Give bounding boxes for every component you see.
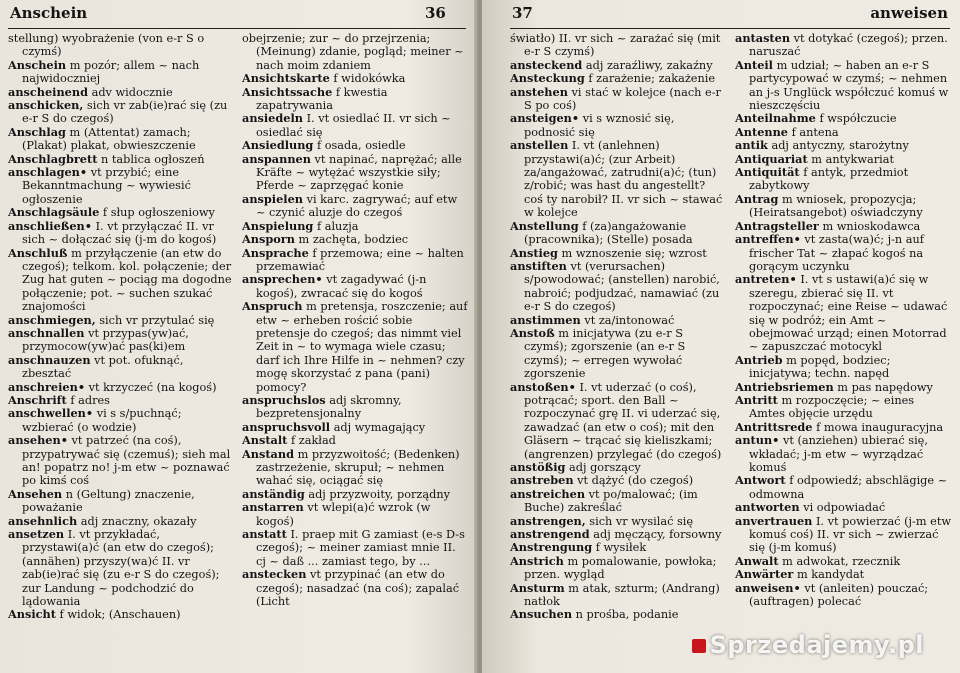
left-page-number: 36 bbox=[425, 4, 446, 22]
dictionary-entry bbox=[242, 421, 468, 434]
entry-headword: Antritt bbox=[735, 392, 778, 407]
dictionary-entry bbox=[8, 59, 234, 86]
entry-definition: vt po/malować; (im Buche) zakreślać bbox=[524, 487, 698, 515]
dictionary-entry bbox=[735, 220, 952, 233]
entry-headword: anspruchsvoll bbox=[242, 419, 331, 434]
entry-definition: I. vt przyłączać II. vr sich ~ dołączać się (j-m do kogoś) bbox=[22, 219, 217, 247]
dictionary-entry bbox=[242, 273, 468, 300]
dictionary-entry bbox=[242, 32, 468, 72]
entry-definition: m pozór; allem ~ nach najwidoczniej bbox=[22, 58, 200, 86]
entry-headword: Antriebsriemen bbox=[735, 379, 834, 394]
dictionary-entry bbox=[242, 193, 468, 220]
dictionary-entry bbox=[510, 541, 727, 554]
entry-definition: adj antyczny, starożytny bbox=[771, 139, 909, 153]
entry-definition: f widok; (Anschauen) bbox=[59, 608, 181, 622]
entry-definition: m zachęta, bodziec bbox=[298, 233, 409, 247]
entry-definition: adj skromny, bezpretensjonalny bbox=[256, 393, 402, 421]
entry-definition: m wnioskodawca bbox=[822, 219, 921, 233]
entry-definition: f antena bbox=[791, 125, 839, 139]
entry-headword: Anwärter bbox=[735, 567, 794, 582]
dictionary-entry bbox=[8, 166, 234, 206]
entry-definition: f wysiłek bbox=[595, 541, 647, 555]
right-running-head: anweisen bbox=[870, 4, 948, 22]
dictionary-entry bbox=[510, 260, 727, 314]
dictionary-entry bbox=[735, 193, 952, 220]
entry-headword: Ansichtssache bbox=[242, 84, 333, 99]
dictionary-entry bbox=[735, 139, 952, 152]
left-columns bbox=[8, 32, 468, 673]
right-page bbox=[482, 0, 960, 673]
entry-definition: m adwokat, rzecznik bbox=[782, 554, 901, 568]
entry-definition: I. praep mit G zamiast (e-s D-s czegoś); ~ meiner zamiast mnie II. cj ~ daß ... zamiast tego, by ... bbox=[256, 528, 465, 568]
dictionary-entry bbox=[735, 501, 952, 514]
entry-headword: antreten• bbox=[735, 272, 797, 287]
dictionary-entry bbox=[242, 153, 468, 193]
entry-definition: m pretensja, roszczenie; auf etw ~ erheben rościć sobie pretensje do czegoś; das nimmt viel Zeit in ~ to wymaga wiele czasu; darf ich Ihre Hilfe in ~ nehmen? czy mogę skorzystać z pana (pani) pomocy? bbox=[256, 300, 468, 394]
entry-definition: vt przypas(yw)ać, przymocow(yw)ać pas(ki)em bbox=[22, 326, 189, 354]
entry-definition: I. vt uderzać (o coś), potrącać; sport. den Ball ~ rozpoczynać grę II. vi uderzać się, zawadzać (an etw o coś); mit den Gläsern ~ trącać się kieliszkami; (angrenzen) przylegać (do czegoś) bbox=[524, 380, 722, 461]
entry-definition: vi odpowiadać bbox=[803, 501, 886, 515]
entry-headword: Ansprache bbox=[242, 245, 309, 260]
entry-headword: Anspruch bbox=[242, 299, 303, 314]
dictionary-entry bbox=[8, 407, 234, 434]
dictionary-entry bbox=[8, 86, 234, 99]
entry-definition: m kandydat bbox=[796, 568, 865, 582]
entry-definition: sich vr przytulać się bbox=[99, 313, 215, 327]
entry-headword: antik bbox=[735, 138, 768, 153]
entry-headword: anstecken bbox=[242, 567, 307, 582]
dictionary-entry bbox=[510, 474, 727, 487]
dictionary-entry bbox=[510, 86, 727, 113]
entry-definition: I. vt przykładać, przystawi(a)ć (an etw do czegoś); (annähen) przyszy(wa)ć II. vr zab(ie)rać się (zu e-r S do czegoś); zur Landung ~ podchodzić do lądowania bbox=[22, 528, 220, 609]
dictionary-entry bbox=[735, 126, 952, 139]
entry-headword: antasten bbox=[735, 32, 791, 45]
entry-definition: I. vt (anlehnen) przystawi(a)ć; (zur Arbeit) za/angażować, zatrudni(a)ć; (tun) z/robić; was hast du angestellt? coś ty narobił? II. vr sich ~ stawać w kolejce bbox=[524, 139, 723, 220]
right-columns bbox=[510, 32, 952, 673]
dictionary-entry bbox=[8, 434, 234, 488]
dictionary-entry bbox=[242, 568, 468, 608]
dictionary-entry bbox=[735, 153, 952, 166]
entry-headword: anstoßen• bbox=[510, 379, 576, 394]
entry-definition: m rozpoczęcie; ~ eines Amtes objęcie urzędu bbox=[749, 393, 915, 421]
dictionary-entry bbox=[735, 354, 952, 381]
dictionary-entry bbox=[242, 112, 468, 139]
entry-definition: f słup ogłoszeniowy bbox=[102, 206, 215, 220]
dictionary-entry bbox=[735, 381, 952, 394]
dictionary-entry bbox=[735, 166, 952, 193]
dictionary-entry bbox=[510, 32, 727, 59]
entry-headword: anstreichen bbox=[510, 486, 586, 501]
entry-headword: Anschein bbox=[8, 57, 67, 72]
entry-definition: światło) II. vr sich ~ zarażać się (mit e-r S czymś) bbox=[510, 32, 721, 59]
dictionary-entry bbox=[510, 515, 727, 528]
entry-definition: sich vr zab(ie)rać się (zu e-r S do czegoś) bbox=[22, 99, 228, 126]
dictionary-entry bbox=[510, 381, 727, 461]
entry-headword: anvertrauen bbox=[735, 513, 813, 528]
watermark bbox=[692, 631, 924, 659]
entry-definition: adj zaraźliwy, zakaźny bbox=[585, 58, 713, 72]
entry-headword: Antrittsrede bbox=[735, 419, 813, 434]
entry-definition: adj znaczny, okazały bbox=[80, 514, 197, 528]
entry-definition: m (Attentat) zamach; (Plakat) plakat, obwieszczenie bbox=[22, 125, 196, 153]
dictionary-entry bbox=[8, 247, 234, 314]
entry-headword: Antiquariat bbox=[735, 151, 808, 166]
entry-definition: n prośba, podanie bbox=[575, 608, 679, 622]
entry-headword: anschmiegen, bbox=[8, 312, 96, 327]
dictionary-entry bbox=[735, 434, 952, 474]
dictionary-entry bbox=[242, 528, 468, 568]
entry-definition: m przyzwoitość; (Bedenken) zastrzeżenie, skrupuł; ~ nehmen wahać się, ociągać się bbox=[256, 447, 460, 488]
entry-definition: vt przybić; eine Bekanntmachung ~ wywiesić ogłoszenie bbox=[22, 166, 191, 206]
right-column-2 bbox=[735, 32, 952, 673]
entry-definition: f zarażenie; zakażenie bbox=[588, 72, 716, 86]
entry-headword: Antrag bbox=[735, 191, 779, 206]
entry-headword: antun• bbox=[735, 433, 780, 448]
entry-definition: f kwestia zapatrywania bbox=[256, 85, 388, 113]
entry-headword: anschnallen bbox=[8, 325, 85, 340]
entry-definition: stellung) wyobrażenie (von e-r S o czymś) bbox=[8, 32, 205, 59]
entry-headword: Anschlag bbox=[8, 124, 66, 139]
entry-headword: Anschlagsäule bbox=[8, 205, 100, 220]
entry-headword: anstrengen, bbox=[510, 513, 586, 528]
entry-definition: f przemowa; eine ~ halten przemawiać bbox=[256, 246, 464, 273]
dictionary-entry bbox=[735, 59, 952, 113]
dictionary-entry bbox=[242, 394, 468, 421]
entry-headword: Ansichtskarte bbox=[242, 71, 330, 86]
entry-headword: Anteil bbox=[735, 57, 773, 72]
dictionary-entry bbox=[510, 327, 727, 381]
entry-definition: f osada, osiedle bbox=[316, 139, 406, 153]
entry-headword: Anschluß bbox=[8, 245, 68, 260]
left-page bbox=[0, 0, 478, 673]
dictionary-entry bbox=[242, 233, 468, 246]
entry-headword: Anspielung bbox=[242, 218, 314, 233]
entry-headword: Antrieb bbox=[735, 352, 783, 367]
dictionary-entry bbox=[8, 206, 234, 219]
entry-definition: vi s s/puchnąć; wzbierać (o wodzie) bbox=[22, 407, 182, 434]
entry-headword: anschnauzen bbox=[8, 352, 91, 367]
entry-headword: antreffen• bbox=[735, 232, 801, 247]
entry-definition: n (Geltung) znaczenie, poważanie bbox=[22, 487, 195, 515]
dictionary-entry bbox=[242, 72, 468, 85]
entry-headword: Ansturm bbox=[510, 580, 565, 595]
entry-headword: ansetzen bbox=[8, 527, 65, 542]
entry-definition: vt dążyć (do czegoś) bbox=[577, 474, 694, 488]
entry-headword: anschließen• bbox=[8, 218, 92, 233]
entry-definition: f adres bbox=[70, 393, 110, 407]
entry-definition: f (za)angażowanie (pracownika); (Stelle) posada bbox=[524, 219, 693, 247]
dictionary-entry bbox=[510, 220, 727, 247]
entry-headword: ansprechen• bbox=[242, 272, 323, 287]
left-column-1 bbox=[8, 32, 234, 673]
entry-definition: adj gorszący bbox=[569, 461, 641, 474]
entry-headword: anschwellen• bbox=[8, 406, 94, 421]
dictionary-entry bbox=[242, 139, 468, 152]
left-running-head: Anschein bbox=[10, 4, 88, 22]
entry-headword: Ansporn bbox=[242, 232, 295, 247]
entry-definition: vt (anziehen) ubierać się, wkładać; j-m etw ~ wyrządzać komuś bbox=[749, 434, 928, 474]
dictionary-entry bbox=[8, 515, 234, 528]
entry-definition: vt krzyczeć (na kogoś) bbox=[88, 380, 217, 394]
entry-headword: Anstrich bbox=[510, 553, 564, 568]
entry-definition: vi karc. zagrywać; auf etw ~ czynić aluzje do czegoś bbox=[256, 192, 458, 220]
dictionary-entry bbox=[242, 300, 468, 394]
entry-headword: Anstieg bbox=[510, 245, 558, 260]
entry-definition: sich vr wysilać się bbox=[589, 514, 694, 528]
entry-headword: anstößig bbox=[510, 460, 566, 474]
dictionary-entry bbox=[8, 99, 234, 126]
entry-headword: Anstand bbox=[242, 446, 294, 461]
entry-headword: anstehen bbox=[510, 84, 568, 99]
entry-definition: vt za/intonować bbox=[584, 313, 675, 327]
dictionary-entry bbox=[242, 501, 468, 528]
entry-headword: Ansuchen bbox=[510, 607, 573, 622]
dictionary-entry bbox=[242, 220, 468, 233]
entry-headword: anschlagen• bbox=[8, 165, 88, 180]
entry-headword: anscheinend bbox=[8, 84, 88, 99]
entry-definition: adj wymagający bbox=[333, 420, 426, 434]
dictionary-entry bbox=[8, 528, 234, 608]
entry-definition: I. vt osiedlać II. vr sich ~ osiedlać się bbox=[256, 112, 451, 139]
entry-headword: ansiedeln bbox=[242, 111, 303, 126]
dictionary-entry bbox=[510, 608, 727, 621]
dictionary-entry bbox=[735, 515, 952, 555]
dictionary-entry bbox=[242, 434, 468, 447]
entry-headword: anweisen• bbox=[735, 580, 801, 595]
dictionary-entry bbox=[8, 314, 234, 327]
dictionary-entry bbox=[510, 528, 727, 541]
entry-headword: Anteilnahme bbox=[735, 111, 816, 126]
entry-definition: m przyłączenie (an etw do czegoś); telkom. kol. połączenie; der Zug hat guten ~ pociąg ma dogodne połączenie; pot. ~ suchen szukać znajomości bbox=[22, 246, 232, 314]
left-header-rule bbox=[8, 28, 466, 29]
entry-headword: Anstrengung bbox=[510, 540, 593, 555]
entry-definition: I. vt s ustawi(a)ć się w szeregu, zbierać się II. vt rozpoczynać; eine Reise ~ udawać się w podróż; ein Amt ~ obejmować urząd; einen Motorrad ~ zapuszczać motocykl bbox=[749, 273, 948, 354]
right-column-1 bbox=[510, 32, 727, 673]
left-column-2 bbox=[242, 32, 468, 673]
dictionary-entry bbox=[242, 488, 468, 501]
entry-definition: f odpowiedź; abschlägige ~ odmowna bbox=[749, 474, 948, 501]
entry-headword: anständig bbox=[242, 486, 305, 501]
dictionary-entry bbox=[510, 314, 727, 327]
entry-definition: vt zagadywać (j-n kogoś), zwracać się do kogoś bbox=[256, 273, 427, 300]
entry-headword: anstreben bbox=[510, 473, 574, 488]
dictionary-entry bbox=[735, 582, 952, 609]
entry-headword: anspannen bbox=[242, 151, 311, 166]
entry-definition: adv widocznie bbox=[91, 85, 173, 99]
dictionary-entry bbox=[242, 247, 468, 274]
dictionary-entry bbox=[735, 421, 952, 434]
entry-headword: Anstalt bbox=[242, 433, 288, 448]
dictionary-entry bbox=[8, 220, 234, 247]
entry-definition: f aluzja bbox=[316, 219, 359, 233]
dictionary-entry bbox=[735, 474, 952, 501]
entry-definition: adj męczący, forsowny bbox=[593, 528, 722, 542]
dictionary-entry bbox=[735, 273, 952, 353]
entry-definition: adj przyzwoity, porządny bbox=[308, 487, 451, 501]
entry-headword: Antragsteller bbox=[735, 218, 819, 233]
entry-headword: Ansteckung bbox=[510, 71, 585, 86]
entry-headword: Ansiedlung bbox=[242, 138, 314, 153]
entry-definition: obejrzenie; zur ~ do przejrzenia; (Meinung) zdanie, pogląd; meiner ~ nach moim zdaniem bbox=[242, 32, 464, 72]
entry-definition: m wznoszenie się; wzrost bbox=[561, 246, 707, 260]
entry-definition: vt pot. ofuknąć, zbesztać bbox=[22, 353, 184, 381]
dictionary-entry bbox=[8, 488, 234, 515]
entry-headword: Anwalt bbox=[735, 553, 779, 568]
entry-headword: Antiquität bbox=[735, 165, 800, 180]
entry-definition: vt patrzeć (na coś), przypatrywać się (czemuś); sieh mal an! popatrz no! j-m etw ~ poznawać po kimś coś bbox=[22, 434, 231, 488]
entry-definition: vt napinać, naprężać; alle Kräfte ~ wytężać wszystkie siły; Pferde ~ zaprzęgać konie bbox=[256, 152, 462, 193]
entry-definition: vi s wznosić się, podnosić się bbox=[524, 112, 675, 139]
dictionary-entry bbox=[242, 448, 468, 488]
watermark-text: Sprzedajemy.pl bbox=[709, 631, 924, 659]
entry-definition: vt wlepi(a)ć wzrok (w kogoś) bbox=[256, 501, 431, 528]
dictionary-entry bbox=[735, 394, 952, 421]
right-header-rule bbox=[510, 28, 950, 29]
entry-definition: f antyk, przedmiot zabytkowy bbox=[749, 166, 909, 193]
dictionary-entry bbox=[510, 59, 727, 72]
entry-headword: Antenne bbox=[735, 124, 788, 139]
entry-definition: vt zasta(wa)ć; j-n auf frischer Tat ~ złapać kogoś na gorącym uczynku bbox=[749, 233, 924, 273]
entry-definition: m inicjatywa (zu e-r S czymś); zgorszenie (an e-r S czymś); ~ erregen wywołać zgorszenie bbox=[524, 326, 686, 381]
entry-headword: anstarren bbox=[242, 500, 304, 515]
entry-headword: Anschrift bbox=[8, 392, 67, 407]
red-square-logo-icon bbox=[692, 639, 706, 653]
entry-headword: anstatt bbox=[242, 527, 287, 542]
entry-definition: m popęd, bodziec; inicjatywa; techn. napęd bbox=[749, 353, 891, 381]
entry-headword: Ansehen bbox=[8, 486, 63, 501]
entry-definition: m antykwariat bbox=[811, 152, 895, 166]
entry-headword: ansteckend bbox=[510, 57, 583, 72]
entry-definition: I. vt powierzać (j-m etw komuś coś) II. vr sich ~ zwierzać się (j-m komuś) bbox=[749, 514, 952, 555]
entry-definition: vt (verursachen) s/powodować; (anstellen) narobić, nabroić; podjudzać, namawiać (zu e-r S do czegoś) bbox=[524, 259, 720, 314]
dictionary-entry bbox=[735, 555, 952, 568]
entry-definition: vt przypinać (an etw do czegoś); nasadzać (na coś); zapalać (Licht bbox=[256, 568, 460, 609]
entry-headword: anstrengend bbox=[510, 527, 590, 542]
entry-definition: vt (anleiten) pouczać; (auftragen) polecać bbox=[749, 581, 929, 609]
entry-headword: Anstellung bbox=[510, 218, 579, 233]
dictionary-entry bbox=[8, 608, 234, 621]
dictionary-entry bbox=[8, 394, 234, 407]
entry-headword: anspielen bbox=[242, 191, 303, 206]
entry-headword: ansehen• bbox=[8, 433, 68, 448]
dictionary-entry bbox=[8, 327, 234, 354]
entry-headword: anstiften bbox=[510, 258, 567, 273]
entry-definition: m pomalowanie, powłoka; przen. wygląd bbox=[524, 554, 717, 582]
dictionary-entry bbox=[8, 32, 234, 59]
entry-headword: anstellen bbox=[510, 138, 569, 153]
entry-headword: ansehnlich bbox=[8, 513, 78, 528]
dictionary-entry bbox=[735, 32, 952, 59]
dictionary-entry bbox=[510, 112, 727, 139]
dictionary-entry bbox=[510, 582, 727, 609]
entry-definition: vt dotykać (czegoś); przen. naruszać bbox=[749, 32, 948, 59]
entry-headword: ansteigen• bbox=[510, 111, 580, 126]
entry-definition: m wniosek, propozycja; (Heiratsangebot) oświadczyny bbox=[749, 192, 923, 220]
entry-definition: m pas napędowy bbox=[837, 380, 933, 394]
entry-definition: m atak, szturm; (Andrang) natłok bbox=[524, 581, 720, 609]
entry-headword: Antwort bbox=[735, 473, 786, 488]
dictionary-entry bbox=[510, 488, 727, 515]
entry-headword: anschicken, bbox=[8, 98, 84, 113]
dictionary-entry bbox=[8, 153, 234, 166]
entry-headword: Ansicht bbox=[8, 607, 56, 622]
entry-definition: f zakład bbox=[290, 434, 336, 448]
entry-headword: anstimmen bbox=[510, 312, 581, 327]
dictionary-entry bbox=[510, 555, 727, 582]
right-page-number: 37 bbox=[512, 4, 533, 22]
dictionary-entry bbox=[8, 354, 234, 381]
entry-definition: m udział; ~ haben an e-r S partycypować w czymś; ~ nehmen an j-s Unglück współczuć komuś w nieszczęściu bbox=[749, 58, 949, 113]
entry-headword: anschreien• bbox=[8, 379, 86, 394]
dictionary-entry bbox=[242, 86, 468, 113]
dictionary-entry bbox=[510, 139, 727, 219]
entry-definition: n tablica ogłoszeń bbox=[101, 152, 205, 166]
dictionary-entry bbox=[735, 112, 952, 125]
dictionary-entry bbox=[510, 461, 727, 474]
entry-definition: f współczucie bbox=[819, 112, 897, 126]
entry-headword: antworten bbox=[735, 500, 800, 515]
dictionary-entry bbox=[510, 247, 727, 260]
entry-headword: Anschlagbrett bbox=[8, 151, 98, 166]
entry-headword: Anstoß bbox=[510, 325, 555, 340]
dictionary-entry bbox=[8, 381, 234, 394]
entry-definition: f mowa inauguracyjna bbox=[816, 420, 944, 434]
dictionary-entry bbox=[735, 568, 952, 581]
entry-definition: vi stać w kolejce (nach e-r S po coś) bbox=[524, 85, 721, 113]
dictionary-entry bbox=[735, 233, 952, 273]
entry-headword: anspruchslos bbox=[242, 392, 326, 407]
entry-definition: f widokówka bbox=[333, 72, 406, 86]
dictionary-entry bbox=[8, 126, 234, 153]
dictionary-entry bbox=[510, 72, 727, 85]
